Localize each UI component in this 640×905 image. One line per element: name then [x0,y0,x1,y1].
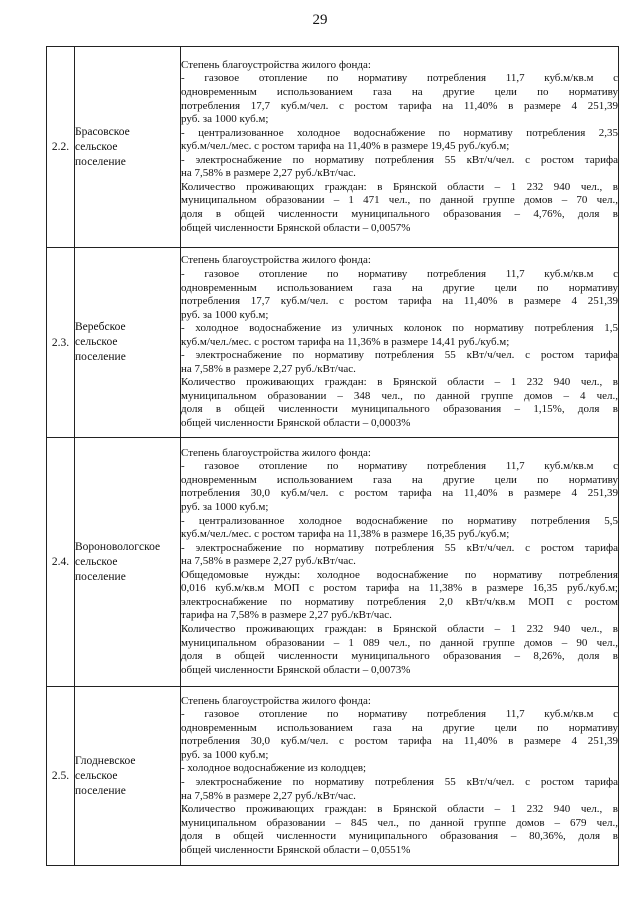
row-number: 2.4. [47,438,75,687]
description-line: Количество проживающих граждан: в Брянской области – 1 232 940 чел., в [181,803,618,816]
description-line: - газовое отопление по нормативу потребления 11,7 куб.м/кв.м с [181,708,618,721]
description-line: куб.м/чел./мес. с ростом тарифа на 11,40% в размере 19,45 руб./куб.м; [181,140,510,153]
row-number: 2.2. [47,47,75,248]
description-line: куб.м/чел./мес. с ростом тарифа на 11,38% в размере 16,35 руб./куб.м; [181,528,510,541]
description-line: на 7,58% в размере 2,27 руб./кВт/час. [181,555,356,568]
description-line: муниципальном образовании – 1 089 чел., по данной группе домов – 90 чел., [181,636,618,649]
housing-description [181,687,619,866]
description-line: - холодное водоснабжение из колодцев; [181,762,367,775]
settlement-name-line: Брасовское [75,125,130,138]
description-line: доля в общей численности муниципального образования – 8,26%, доля в [181,650,618,663]
description-line: руб. за 1000 куб.м; [181,501,269,514]
description-line: потребления 30,0 куб.м/чел. с ростом тарифа на 11,40% в размере 4 251,39 [181,487,618,500]
description-line: - централизованное холодное водоснабжение по нормативу потребления 2,35 [181,126,618,139]
description-line: Количество проживающих граждан: в Брянской области – 1 232 940 чел., в [181,376,618,389]
description-line: на 7,58% в размере 2,27 руб./кВт/час. [181,362,356,375]
description-line: на 7,58% в размере 2,27 руб./кВт/час. [181,167,356,180]
settlement-name [75,248,181,438]
settlement-name-line: поселение [75,570,126,583]
table-row [47,687,619,866]
description-line: - централизованное холодное водоснабжение по нормативу потребления 5,5 [181,514,618,527]
housing-description [181,438,619,687]
description-line: Степень благоустройства жилого фонда: [181,446,371,459]
settlement-name-line: сельское [75,336,118,348]
description-line: - холодное водоснабжение из уличных колонок по нормативу потребления 1,5 [181,322,618,335]
settlement-name [75,438,181,687]
settlement-name-line: Веребское [75,321,126,333]
settlement-name-line: сельское [75,140,118,153]
settlement-name-line: Глодневское [75,754,136,767]
description-line: 0,016 куб.м/кв.м МОП с ростом тарифа на 11,38% в размере 16,35 руб./куб.м; [181,582,618,595]
description-line: - газовое отопление по нормативу потребления 11,7 куб.м/кв.м с [181,267,618,280]
page-number: 29 [312,12,328,28]
description-line: одновременным использованием газа на другие цели по нормативу [181,721,618,734]
description-line: доля в общей численности муниципального образования – 4,76%, доля в [181,207,618,220]
table-row [47,438,619,687]
settlement-name-line: сельское [75,555,118,568]
description-line: Количество проживающих граждан: в Брянской области – 1 232 940 чел., в [181,180,618,193]
table-body [47,47,619,866]
description-line: Степень благоустройства жилого фонда: [181,58,371,71]
description-line: одновременным использованием газа на другие цели по нормативу [181,86,618,99]
description-line: руб. за 1000 куб.м; [181,308,269,321]
table-row [47,47,619,248]
description-line: Общедомовые нужды: холодное водоснабжение по нормативу потребления [181,568,618,581]
description-line: руб. за 1000 куб.м; [181,748,269,761]
description-line: общей численности Брянской области – 0,0073% [181,663,411,676]
description-line: муниципальном образовании – 348 чел., по данной группе домов – 4 чел., [181,389,618,402]
description-line: муниципальном образовании – 845 чел., по данной группе домов – 679 чел., [181,816,618,829]
description-line: общей численности Брянской области – 0,0003% [181,417,411,429]
settlement-name-line: поселение [75,155,126,168]
description-line: - газовое отопление по нормативу потребления 11,7 куб.м/кв.м с [181,460,618,473]
description-line: руб. за 1000 куб.м; [181,113,269,126]
description-line: куб.м/чел./мес. с ростом тарифа на 11,36% в размере 14,41 руб./куб.м; [181,335,510,348]
description-line: электроснабжение по нормативу потребления 2,0 кВт/ч/кв.м МОП с ростом [181,595,618,608]
table-row [47,248,619,438]
settlement-name [75,687,181,866]
description-line: - электроснабжение по нормативу потребления 55 кВт/ч/чел. с ростом тарифа [181,349,618,362]
description-line: на 7,58% в размере 2,27 руб./кВт/час. [181,789,356,802]
description-line: одновременным использованием газа на другие цели по нормативу [181,281,618,294]
description-line: - электроснабжение по нормативу потребления 55 кВт/ч/чел. с ростом тарифа [181,153,618,166]
description-line: - газовое отопление по нормативу потребления 11,7 куб.м/кв.м с [181,72,618,85]
description-line: общей численности Брянской области – 0,0551% [181,843,411,856]
description-line: тарифа на 7,58% в размере 2,27 руб./кВт/час. [181,609,392,622]
housing-description [181,47,619,248]
description-line: доля в общей численности муниципального образования – 1,15%, доля в [181,403,618,416]
description-line: Количество проживающих граждан: в Брянской области – 1 232 940 чел., в [181,622,618,635]
description-line: доля в общей численности муниципального образования – 80,36%, доля в [181,830,618,843]
housing-description [181,248,619,438]
description-line: муниципальном образовании – 1 471 чел., по данной группе домов – 70 чел., [181,194,618,207]
settlement-name-line: сельское [75,769,118,782]
description-line: общей численности Брянской области – 0,0057% [181,221,411,234]
description-line: потребления 30,0 куб.м/чел. с ростом тарифа на 11,40% в размере 4 251,39 [181,735,618,748]
settlement-name-line: поселение [75,784,126,797]
row-number: 2.3. [47,248,75,438]
description-line: одновременным использованием газа на другие цели по нормативу [181,473,618,486]
settlements-table [46,46,619,866]
description-line: потребления 17,7 куб.м/чел. с ростом тарифа на 11,40% в размере 4 251,39 [181,295,618,308]
description-line: Степень благоустройства жилого фонда: [181,254,371,267]
description-line: потребления 17,7 куб.м/чел. с ростом тарифа на 11,40% в размере 4 251,39 [181,99,618,112]
description-line: - электроснабжение по нормативу потребления 55 кВт/ч/чел. с ростом тарифа [181,776,618,788]
description-line: - электроснабжение по нормативу потребления 55 кВт/ч/чел. с ростом тарифа [181,541,618,554]
settlement-name-line: Вороновологское [75,540,161,553]
description-line: Степень благоустройства жилого фонда: [181,694,371,707]
row-number: 2.5. [47,687,75,866]
settlement-name-line: поселение [75,351,126,363]
settlement-name [75,47,181,248]
